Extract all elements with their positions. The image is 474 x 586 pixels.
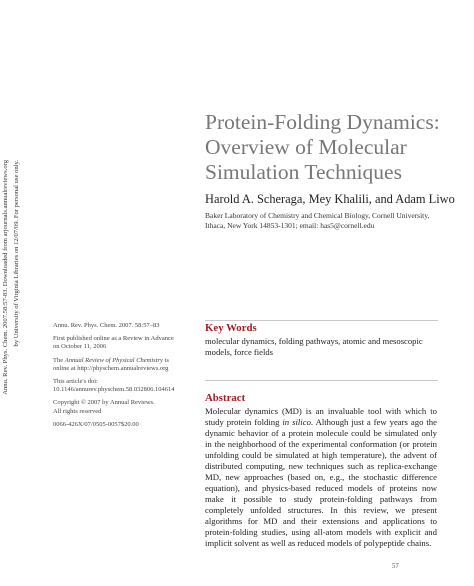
- abstract-text: [205, 406, 437, 549]
- affiliation-line-2: Ithaca, New York 14853-1301; email: has5@cornell.edu: [205, 220, 375, 230]
- abstract-italic-term: in silico: [282, 417, 311, 427]
- first-published: [53, 335, 185, 351]
- article-title: [205, 110, 465, 185]
- article-metadata: [53, 322, 185, 434]
- download-notice-line-2: by University of Virginia Libraries on 12/07/09. For personal use only.: [13, 160, 20, 347]
- issn: 0066-426X/07/0505-0057$20.00: [53, 420, 139, 428]
- title-line-2: Overview of Molecular: [205, 135, 407, 159]
- copyright-line-2: All rights reserved: [53, 407, 102, 415]
- online-notice: [53, 357, 185, 373]
- copyright: [53, 399, 185, 415]
- copyright-line-1: Copyright © 2007 by Annual Reviews.: [53, 399, 155, 407]
- keywords-divider: [205, 320, 438, 321]
- abstract-text-rest: . Although just a few years ago the dynamic behavior of a protein molecule could be simulated only in the neighborhood of the experimental conformation (or protein unfolding could be simulated at high temperature), the advent of distributed computing, new techniques such as replica-exchange MD, new approaches (based on, e.g., the stochastic difference equation), and physics-based reduced models of proteins now make it possible to study protein-folding pathways from completely unfolded structures. In this review, we present algorithms for MD and their extensions and applications to protein-folding studies, using all-atom models with explicit and implicit solvent as well as reduced models of polypeptide chains.: [205, 417, 437, 548]
- abstract-heading: Abstract: [205, 392, 246, 404]
- title-line-1: Protein-Folding Dynamics:: [205, 110, 440, 134]
- first-published-line-1: First published online as a Review in Advance: [53, 335, 174, 343]
- online-prefix: The: [53, 356, 64, 364]
- doi-block: [53, 378, 185, 394]
- title-line-3: Simulation Techniques: [205, 160, 402, 184]
- online-suffix: is online at http://physchem.annualreviews.org: [53, 356, 169, 372]
- authors: Harold A. Scheraga, Mey Khalili, and Adam Liwo: [205, 192, 455, 206]
- journal-name: Annual Review of Physical Chemistry: [64, 356, 163, 364]
- download-notice: [2, 160, 22, 395]
- abstract-text-start: Molecular dynamics (MD) is an invaluable tool with which to study protein folding: [205, 406, 437, 427]
- affiliation: [205, 211, 467, 230]
- affiliation-line-1: Baker Laboratory of Chemistry and Chemical Biology, Cornell University,: [205, 211, 430, 220]
- keywords-text: molecular dynamics, folding pathways, atomic and mesoscopic models, force fields: [205, 336, 423, 357]
- download-notice-line-1: Annu. Rev. Phys. Chem. 2007.58:57-83. Downloaded from arjournals.annualreviews.org: [2, 160, 9, 395]
- doi-label: This article's doi:: [53, 378, 98, 386]
- first-published-line-2: on October 11, 2006: [53, 343, 107, 351]
- abstract-divider: [205, 380, 438, 381]
- keywords-heading: Key Words: [205, 322, 257, 334]
- page-number: 57: [392, 563, 399, 570]
- doi-value[interactable]: 10.1146/annurev.physchem.58.032806.104614: [53, 386, 175, 394]
- citation: Annu. Rev. Phys. Chem. 2007. 58:57–83: [53, 322, 160, 329]
